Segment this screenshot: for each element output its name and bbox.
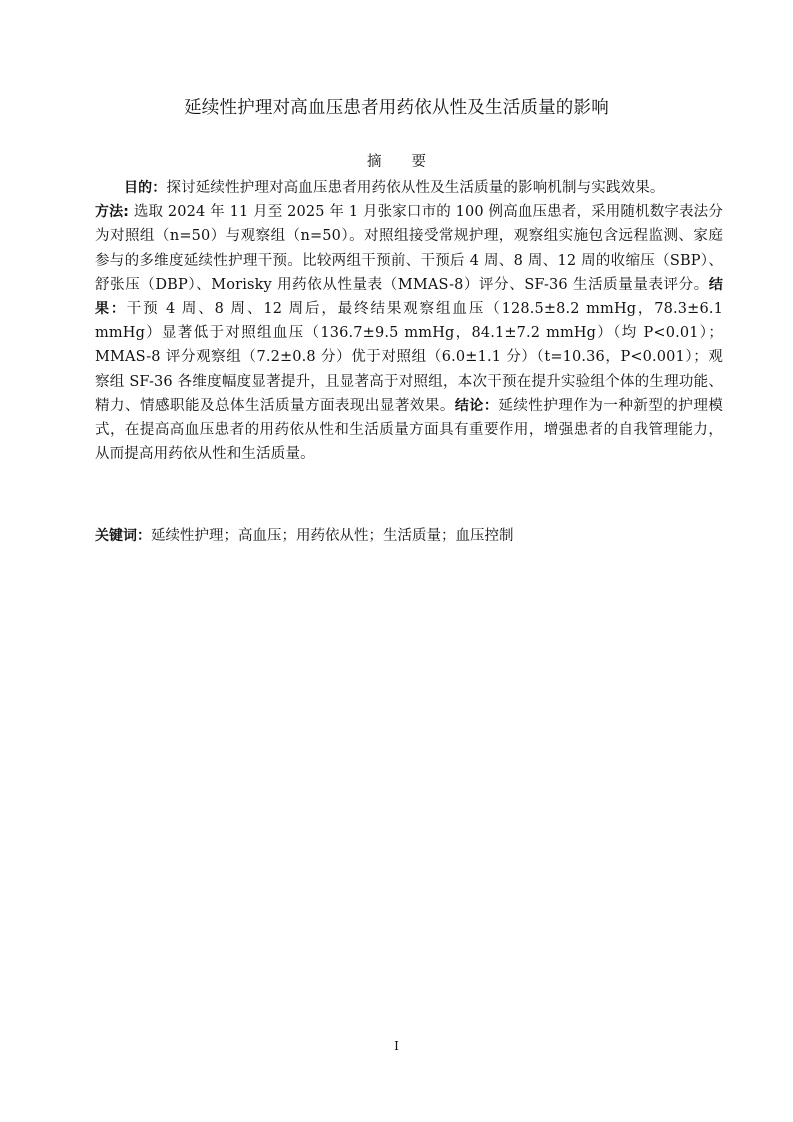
- result-text: 干预 4 周、8 周、12 周后，最终结果观察组血压（128.5±8.2 mmHg，78.3±6.1 mmHg）显著低于对照组血压（136.7±9.5 mmHg，84.1±7.2 mmHg）（均 P<0.01）；MMAS-8 评分观察组（7.2±0.8 分）优于对照组（6.0±1.1 分）（t=10.36，P<0.001）；观察组 SF-36 各维度幅度显著提升，且显著高于对照组，本次干预在提升实验组个体的生理功能、精力、情感职能及总体生活质量方面表现出显著效果。: [95, 301, 723, 414]
- keywords: [95, 525, 723, 547]
- abstract-heading-char-2: 要: [411, 154, 426, 170]
- keywords-label: 关键词：: [95, 528, 151, 544]
- abstract-heading-char-1: 摘: [367, 154, 382, 170]
- page-number: I: [394, 1039, 399, 1053]
- method-label: 方法:: [95, 204, 130, 221]
- abstract-paragraph: [95, 176, 723, 200]
- method-text: 选取 2024 年 11 月至 2025 年 1 月张家口市的 100 例高血压患者，采用随机数字表法分为对照组（n=50）与观察组（n=50）。对照组接受常规护理，观察组实施包含远程监测、家庭参与的多维度延续性护理干预。比较两组干预前、干预后 4 周、8 周、12 周的收缩压（SBP）、舒张压（DBP）、Morisky 用药依从性量表（MMAS-8）评分、SF-36 生活质量量表评分。: [95, 204, 723, 293]
- purpose-label: 目的：: [124, 180, 167, 196]
- conclusion-text: 延续性护理作为一种新型的护理模式，在提高高血压患者的用药依从性和生活质量方面具有重要作用，增强患者的自我管理能力，从而提高用药依从性和生活质量。: [95, 397, 723, 463]
- paper-title: 延续性护理对高血压患者用药依从性及生活质量的影响: [184, 98, 609, 118]
- abstract-body: [95, 176, 723, 466]
- purpose-text: 探讨延续性护理对高血压患者用药依从性及生活质量的影响机制与实践效果。: [166, 180, 665, 196]
- result-label: 结果：: [95, 276, 723, 318]
- conclusion-label: 结论：: [454, 397, 499, 414]
- abstract-paragraph-cont: [95, 200, 723, 466]
- abstract-heading: [0, 150, 793, 171]
- keywords-text: 延续性护理；高血压；用药依从性；生活质量；血压控制: [151, 528, 514, 544]
